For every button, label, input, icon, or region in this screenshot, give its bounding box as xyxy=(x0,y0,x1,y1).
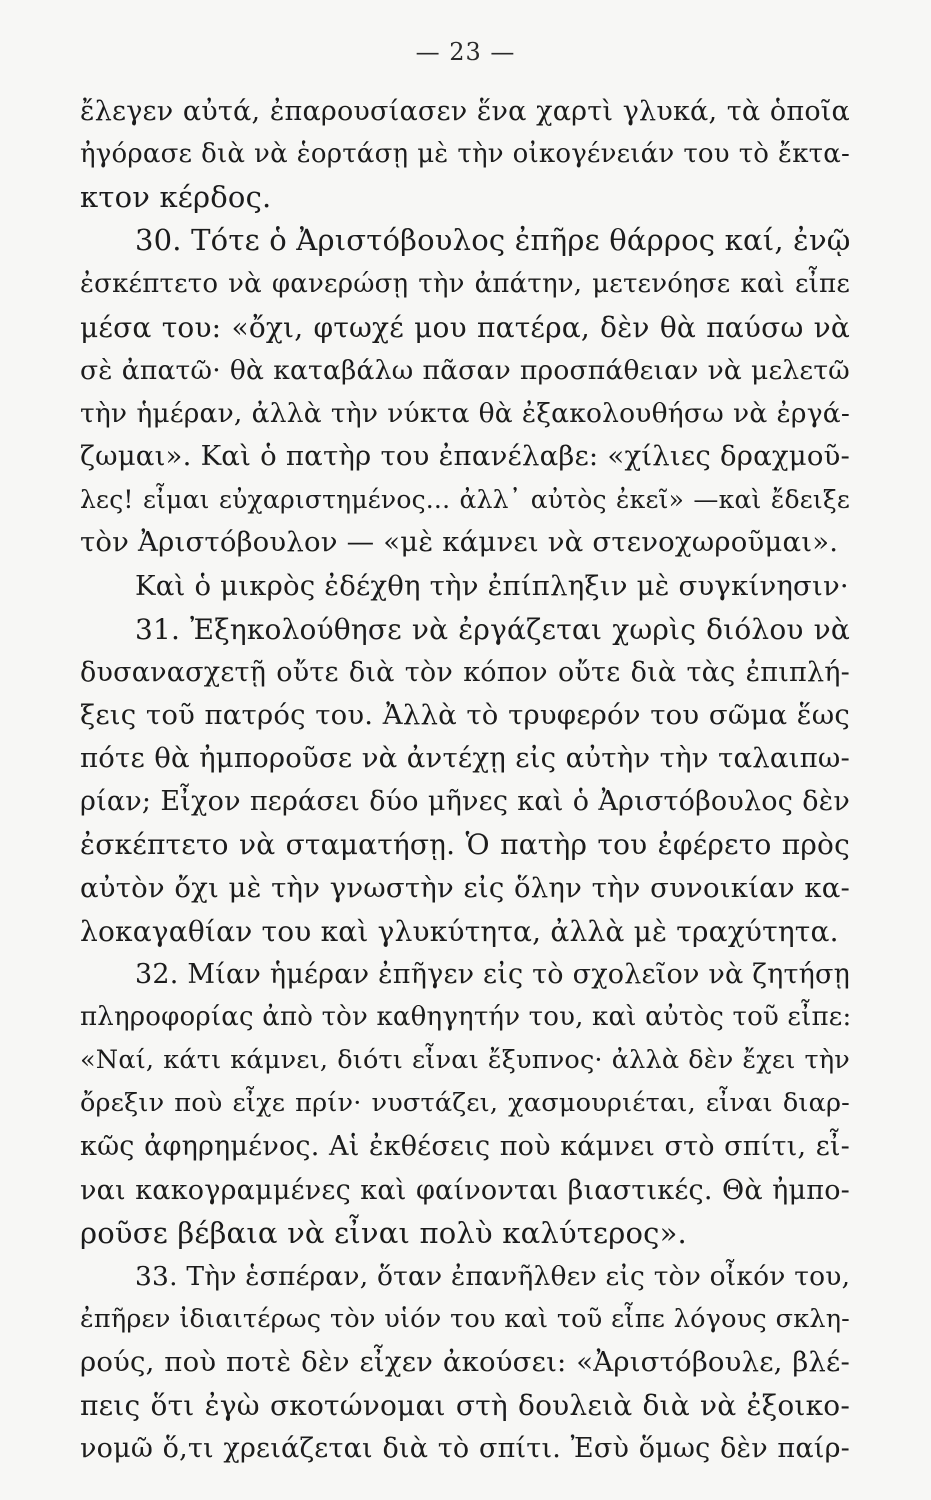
text-line: λες! εἶμαι εὐχαριστημένος... ἀλλ᾽ αὐτὸς ἐκεῖ» —καὶ ἔδειξε xyxy=(80,485,850,515)
text-line: ἐπῆρεν ἰδιαιτέρως τὸν υἱόν του καὶ τοῦ εἶπε λόγους σκλη- xyxy=(80,1303,850,1334)
text-line: ἠγόρασε διὰ νὰ ἑορτάσῃ μὲ τὴν οἰκογένειάν του τὸ ἔκτα- xyxy=(80,139,850,170)
text-line: «Ναί, κάτι κάμνει, διότι εἶναι ἔξυπνος· ἀλλὰ δὲν ἔχει τὴν xyxy=(80,1045,850,1076)
text-line: ρίαν; Εἶχον περάσει δύο μῆνες καὶ ὁ Ἀριστόβουλος δὲν xyxy=(80,786,850,818)
text-line: λοκαγαθίαν του καὶ γλυκύτητα, ἀλλὰ μὲ τραχύτητα. xyxy=(80,914,839,948)
text-line: 32. Μίαν ἡμέραν ἐπῆγεν εἰς τὸ σχολεῖον νὰ ζητήσῃ xyxy=(135,958,850,990)
text-line: ὄρεξιν ποὺ εἶχε πρίν· νυστάζει, χασμουριέται, εἶναι διαρ- xyxy=(80,1088,850,1119)
text-line: 33. Τὴν ἑσπέραν, ὅταν ἐπανῆλθεν εἰς τὸν οἶκόν του, xyxy=(135,1260,851,1292)
text-line: ἐσκέπτετο νὰ σταματήσῃ. Ὁ πατὴρ του ἐφέρετο πρὸς xyxy=(80,828,850,862)
body-text xyxy=(80,90,850,1471)
text-line: ροῦσε βέβαια νὰ εἶναι πολὺ καλύτερος». xyxy=(80,1215,687,1250)
text-line: τὴν ἡμέραν, ἀλλὰ τὴν νύκτα θὰ ἐξακολουθήσω νὰ ἐργά- xyxy=(80,397,850,429)
text-line: ἐσκέπτετο νὰ φανερώσῃ τὴν ἀπάτην, μετενόησε καὶ εἶπε xyxy=(80,268,850,299)
text-line: 30. Τότε ὁ Ἀριστόβουλος ἐπῆρε θάρρος καί, ἐνῷ xyxy=(135,223,851,258)
text-line: ἔλεγεν αὐτά, ἐπαρουσίασεν ἕνα χαρτὶ γλυκά, τὰ ὁποῖα xyxy=(80,96,850,127)
text-line: κῶς ἀφηρημένος. Αἱ ἐκθέσεις ποὺ κάμνει στὸ σπίτι, εἶ- xyxy=(80,1131,850,1163)
text-line: Καὶ ὁ μικρὸς ἐδέχθη τὴν ἐπίπληξιν μὲ συγκίνησιν· xyxy=(135,569,849,602)
text-line: πληροφορίας ἀπὸ τὸν καθηγητήν του, καὶ αὐτὸς τοῦ εἶπε: xyxy=(80,1001,852,1032)
text-line: δυσανασχετῇ οὔτε διὰ τὸν κόπον οὔτε διὰ τὰς ἐπιπλή- xyxy=(80,656,850,688)
text-line: ξεις τοῦ πατρός του. Ἀλλὰ τὸ τρυφερόν του σῶμα ἕως xyxy=(80,698,850,731)
text-line: ρούς, ποὺ ποτὲ δὲν εἶχεν ἀκούσει: «Ἀριστόβουλε, βλέ- xyxy=(80,1346,850,1379)
page-number: — 23 — xyxy=(415,38,516,66)
text-line: μέσα του: «ὄχι, φτωχέ μου πατέρα, δὲν θὰ παύσω νὰ xyxy=(80,310,850,344)
text-line: κτον κέρδος. xyxy=(80,180,272,215)
text-line: σὲ ἀπατῶ· θὰ καταβάλω πᾶσαν προσπάθειαν νὰ μελετῶ xyxy=(80,354,850,386)
text-line: 31. Ἐξηκολούθησε νὰ ἐργάζεται χωρὶς διόλου νὰ xyxy=(135,612,850,646)
text-line: πότε θὰ ἠμποροῦσε νὰ ἀντέχῃ εἰς αὐτὴν τὴν ταλαιπω- xyxy=(80,742,850,775)
text-line: νομῶ ὅ,τι χρειάζεται διὰ τὸ σπίτι. Ἐσὺ ὅμως δὲν παίρ- xyxy=(80,1433,850,1465)
text-line: ζωμαι». Καὶ ὁ πατὴρ του ἐπανέλαβε: «χίλιες δραχμοῦ- xyxy=(80,440,850,473)
text-line: πεις ὅτι ἐγὼ σκοτώνομαι στὴ δουλειὰ διὰ νὰ ἐξοικο- xyxy=(80,1389,850,1423)
text-line: αὐτὸν ὄχι μὲ τὴν γνωστὴν εἰς ὅλην τὴν συνοικίαν κα- xyxy=(80,871,850,904)
text-line: τὸν Ἀριστόβουλον — «μὲ κάμνει νὰ στενοχωροῦμαι». xyxy=(80,526,839,559)
text-line: ναι κακογραμμένες καὶ φαίνονται βιαστικές. Θὰ ἠμπο- xyxy=(80,1174,850,1206)
